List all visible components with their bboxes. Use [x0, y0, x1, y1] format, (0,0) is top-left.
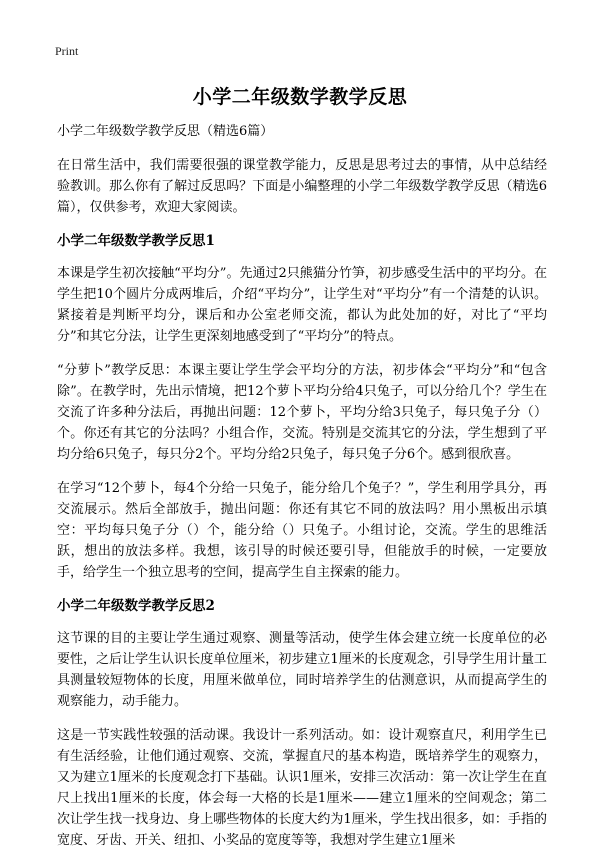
- section-paragraph: “分萝卜”教学反思：本课主要让学生学会平均分的方法，初步体会“平均分”和“包含除”。在教学时，先出示情境，把12个萝卜平均分给4只兔子，可以分给几个？学生在交流了许多种分法后，再抛出问题：12个萝卜，平均分给3只兔子，每只兔子分（）个。你还有其它的分法吗？小组合作，交流。特别是交流其它的分法，学生想到了平均分给6只兔子，每只分2个。平均分给2只兔子，每只兔子分6个。感到很欣喜。: [57, 363, 547, 462]
- section-paragraph: 这节课的目的主要让学生通过观察、测量等活动，使学生体会建立统一长度单位的必要性，之后让学生认识长度单位厘米，初步建立1厘米的长度观念，引导学生用计量工具测量较短物体的长度，用厘米做单位，同时培养学生的估测意识，从而提高学生的观察能力，动手能力。: [57, 631, 547, 709]
- section-heading: 小学二年级数学教学反思1: [57, 233, 215, 249]
- section-paragraph: 本课是学生初次接触“平均分”。先通过2只熊猫分竹笋，初步感受生活中的平均分。在学生把10个圆片分成两堆后，介绍“平均分”，让学生对“平均分”有一个清楚的认识。紧接着是判断平均分，课后和办公室老师交流，都认为此处加的好，对比了“平均分”和其它分法，让学生更深刻地感受到了“平均分”的特点。: [57, 266, 547, 344]
- article-subtitle: 小学二年级数学教学反思（精选6篇）: [57, 124, 274, 139]
- section-heading: 小学二年级数学教学反思2: [57, 598, 215, 614]
- section-paragraph: 这是一节实践性较强的活动课。我设计一系列活动。如：设计观察直尺，利用学生已有生活经验，让他们通过观察、交流，掌握直尺的基本构造，既培养学生的观察力，又为建立1厘米的长度观念打下基础。认识1厘米，安排三次活动：第一次让学生在直尺上找出1厘米的长度，体会每一大格的长是1厘米——建立1厘米的空间观念；第二次让学生找一找身边、身上哪些物体的长度大约为1厘米，学生找出很多，如：手指的宽度、牙齿、开关、纽扣、小奖品的宽度等等，我想对学生建立1厘米: [57, 728, 547, 848]
- print-link[interactable]: Print: [55, 44, 79, 58]
- intro-paragraph: 在日常生活中，我们需要很强的课堂教学能力，反思是思考过去的事情，从中总结经验教训。那么你有了解过反思吗？下面是小编整理的小学二年级数学教学反思（精选6篇），仅供参考，欢迎大家阅读。: [57, 158, 547, 215]
- article-body: [57, 121, 547, 864]
- page-title: 小学二年级数学教学反思: [192, 86, 408, 108]
- section-paragraph: 在学习“12个萝卜，每4个分给一只兔子，能分给几个兔子？”，学生利用学具分，再交流展示。然后全部放手，抛出问题：你还有其它不同的放法吗？用小黑板出示填空：平均每只兔子分（）个，能分给（）只兔子。小组讨论，交流。学生的思维活跃，想出的放法多样。我想，该引导的时候还要引导，但能放手的时候，一定要放手，给学生一个独立思考的空间，提高学生自主探索的能力。: [57, 481, 547, 580]
